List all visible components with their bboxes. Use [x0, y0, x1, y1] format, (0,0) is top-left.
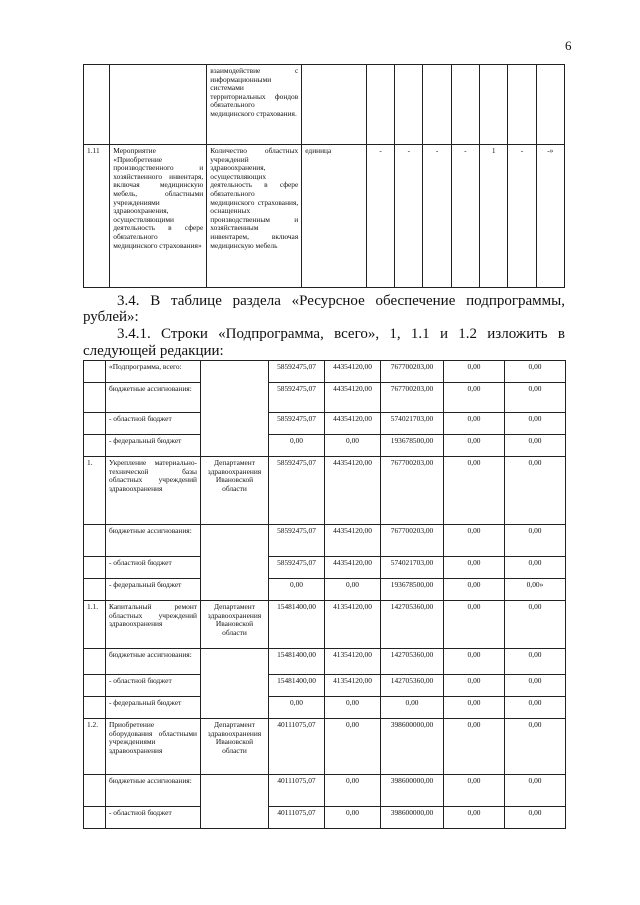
- row-number: [84, 807, 106, 829]
- amount-cell: 0,00: [444, 601, 505, 649]
- row-number: 1.: [84, 457, 106, 525]
- amount-cell: 0,00: [444, 361, 505, 383]
- amount-cell: 58592475,07: [269, 383, 325, 413]
- value-cell: -: [508, 145, 536, 288]
- executor-cell: [201, 361, 269, 457]
- row-number: 1.1.: [84, 601, 106, 649]
- table-row: [84, 525, 566, 557]
- row-number: [84, 383, 106, 413]
- row-number: [84, 557, 106, 579]
- executor-cell: Департамент здравоохранения Ивановской области: [201, 457, 269, 525]
- row-number: [84, 435, 106, 457]
- amount-cell: 0,00: [444, 413, 505, 435]
- amount-cell: 0,00: [505, 413, 566, 435]
- item-name-cell: - областной бюджет: [106, 413, 201, 435]
- amount-cell: 41354120,00: [325, 649, 381, 675]
- item-name-cell: - областной бюджет: [106, 675, 201, 697]
- amount-cell: 0,00: [444, 649, 505, 675]
- amount-cell: 44354120,00: [325, 413, 381, 435]
- table-row: [84, 413, 566, 435]
- row-number: [84, 361, 106, 383]
- item-name-cell: бюджетные ассигнования:: [106, 383, 201, 413]
- executor-cell: [201, 649, 269, 719]
- amount-cell: 0,00: [444, 675, 505, 697]
- amount-cell: 0,00: [325, 719, 381, 775]
- item-name-cell: «Подпрограмма, всего:: [106, 361, 201, 383]
- amount-cell: 767700203,00: [381, 383, 444, 413]
- amount-cell: 574021703,00: [381, 413, 444, 435]
- table-row: [84, 457, 566, 525]
- amount-cell: 574021703,00: [381, 557, 444, 579]
- amount-cell: 0,00: [325, 807, 381, 829]
- item-name-cell: бюджетные ассигнования:: [106, 525, 201, 557]
- amount-cell: 0,00»: [505, 579, 566, 601]
- amount-cell: 0,00: [505, 435, 566, 457]
- amount-cell: 0,00: [505, 719, 566, 775]
- amount-cell: 0,00: [444, 697, 505, 719]
- amount-cell: 0,00: [505, 697, 566, 719]
- table-row: [84, 649, 566, 675]
- amount-cell: 142705360,00: [381, 601, 444, 649]
- executor-cell: Департамент здравоохранения Ивановской области: [201, 719, 269, 775]
- amount-cell: 40111075,07: [269, 775, 325, 807]
- amount-cell: 0,00: [505, 675, 566, 697]
- amount-cell: 0,00: [505, 601, 566, 649]
- table-row: [84, 807, 566, 829]
- item-name-cell: - областной бюджет: [106, 557, 201, 579]
- item-name-cell: - федеральный бюджет: [106, 435, 201, 457]
- row-number: [84, 413, 106, 435]
- paragraph-3-4: 3.4. В таблице раздела «Ресурсное обеспечение подпрограммы,: [117, 293, 565, 309]
- amount-cell: 58592475,07: [269, 525, 325, 557]
- amount-cell: 0,00: [269, 579, 325, 601]
- item-name-cell: Приобретение оборудования областными учреждениями здравоохранения: [106, 719, 201, 775]
- item-name-cell: Укрепление материально-технической базы областных учреждений здравоохранения: [106, 457, 201, 525]
- item-name-cell: - федеральный бюджет: [106, 579, 201, 601]
- paragraph-3-4-1-cont: следующей редакции:: [83, 343, 224, 359]
- table-row: [84, 775, 566, 807]
- value-cell: -: [395, 145, 423, 288]
- amount-cell: 0,00: [325, 775, 381, 807]
- value-cell: -»: [536, 145, 564, 288]
- row-number: [84, 649, 106, 675]
- executor-cell: [201, 775, 269, 829]
- row-number: [84, 675, 106, 697]
- amount-cell: 44354120,00: [325, 525, 381, 557]
- indicator-cell: Количество областных учреждений здравоохранения, осуществляющих деятельность в сфере обязательного медицинского страхования, оснащенных производственным и хозяйственным инвентарем, включая медицинскую мебель: [207, 145, 302, 288]
- amount-cell: 0,00: [444, 807, 505, 829]
- amount-cell: 398600000,00: [381, 807, 444, 829]
- amount-cell: 0,00: [325, 435, 381, 457]
- table-row: [84, 145, 565, 288]
- item-name-cell: бюджетные ассигнования:: [106, 649, 201, 675]
- amount-cell: 767700203,00: [381, 361, 444, 383]
- amount-cell: 142705360,00: [381, 675, 444, 697]
- amount-cell: 0,00: [381, 697, 444, 719]
- amount-cell: 0,00: [444, 457, 505, 525]
- amount-cell: 0,00: [505, 557, 566, 579]
- amount-cell: 0,00: [505, 807, 566, 829]
- amount-cell: 0,00: [444, 775, 505, 807]
- amount-cell: 0,00: [444, 719, 505, 775]
- amount-cell: 0,00: [505, 383, 566, 413]
- row-number: [84, 775, 106, 807]
- amount-cell: 44354120,00: [325, 383, 381, 413]
- amount-cell: 0,00: [505, 361, 566, 383]
- value-cell: -: [366, 145, 394, 288]
- table-row: [84, 719, 566, 775]
- amount-cell: 0,00: [444, 435, 505, 457]
- value-cell: 1: [480, 145, 508, 288]
- unit-cell: единица: [302, 145, 367, 288]
- amount-cell: 44354120,00: [325, 457, 381, 525]
- table-row: [84, 579, 566, 601]
- table-row: [84, 675, 566, 697]
- amount-cell: 44354120,00: [325, 361, 381, 383]
- row-number: 1.11: [84, 145, 110, 288]
- amount-cell: 0,00: [444, 383, 505, 413]
- amount-cell: 0,00: [269, 697, 325, 719]
- item-name-cell: бюджетные ассигнования:: [106, 775, 201, 807]
- amount-cell: 767700203,00: [381, 457, 444, 525]
- table-row: [84, 65, 565, 145]
- row-number: [84, 697, 106, 719]
- event-name-cell: Мероприятие «Приобретение производственного и хозяйственного инвентаря, включая медицинскую мебель, областными учреждениями здравоохранения, осуществляющими деятельность в сфере обязательного медицинского страхования»: [110, 145, 207, 288]
- paragraph-3-4-cont: рублей»:: [83, 309, 139, 325]
- amount-cell: 41354120,00: [325, 675, 381, 697]
- table-row: [84, 601, 566, 649]
- amount-cell: 0,00: [325, 697, 381, 719]
- amount-cell: 58592475,07: [269, 457, 325, 525]
- row-number: 1.2.: [84, 719, 106, 775]
- table-row: [84, 557, 566, 579]
- amount-cell: 58592475,07: [269, 413, 325, 435]
- indicators-table: [83, 64, 565, 288]
- amount-cell: 767700203,00: [381, 525, 444, 557]
- amount-cell: 0,00: [444, 579, 505, 601]
- item-name-cell: - областной бюджет: [106, 807, 201, 829]
- amount-cell: 193678500,00: [381, 435, 444, 457]
- row-number: [84, 525, 106, 557]
- amount-cell: 58592475,07: [269, 361, 325, 383]
- amount-cell: 142705360,00: [381, 649, 444, 675]
- row-number: [84, 579, 106, 601]
- amount-cell: 0,00: [444, 525, 505, 557]
- amount-cell: 193678500,00: [381, 579, 444, 601]
- value-cell: -: [451, 145, 479, 288]
- amount-cell: 0,00: [269, 435, 325, 457]
- page-number: 6: [565, 38, 572, 53]
- executor-cell: Департамент здравоохранения Ивановской области: [201, 601, 269, 649]
- amount-cell: 41354120,00: [325, 601, 381, 649]
- amount-cell: 44354120,00: [325, 557, 381, 579]
- table-row: [84, 383, 566, 413]
- table-row: [84, 435, 566, 457]
- paragraph-3-4-1: 3.4.1. Строки «Подпрограмма, всего», 1, 1.1 и 1.2 изложить в: [117, 326, 565, 342]
- amount-cell: 40111075,07: [269, 719, 325, 775]
- amount-cell: 58592475,07: [269, 557, 325, 579]
- amount-cell: 40111075,07: [269, 807, 325, 829]
- item-name-cell: Капитальный ремонт областных учреждений здравоохранения: [106, 601, 201, 649]
- indicator-cell: взаимодействие с информационными системами территориальных фондов обязательного медицинского страхования.: [207, 65, 302, 145]
- amount-cell: 0,00: [505, 775, 566, 807]
- amount-cell: 0,00: [505, 525, 566, 557]
- amount-cell: 0,00: [444, 557, 505, 579]
- amount-cell: 15481400,00: [269, 675, 325, 697]
- value-cell: -: [423, 145, 451, 288]
- resource-table: [83, 360, 566, 829]
- item-name-cell: - федеральный бюджет: [106, 697, 201, 719]
- amount-cell: 15481400,00: [269, 601, 325, 649]
- executor-cell: [201, 525, 269, 601]
- table-row: [84, 361, 566, 383]
- amount-cell: 0,00: [505, 649, 566, 675]
- table-row: [84, 697, 566, 719]
- amount-cell: 398600000,00: [381, 719, 444, 775]
- amount-cell: 0,00: [325, 579, 381, 601]
- amount-cell: 15481400,00: [269, 649, 325, 675]
- amount-cell: 398600000,00: [381, 775, 444, 807]
- amount-cell: 0,00: [505, 457, 566, 525]
